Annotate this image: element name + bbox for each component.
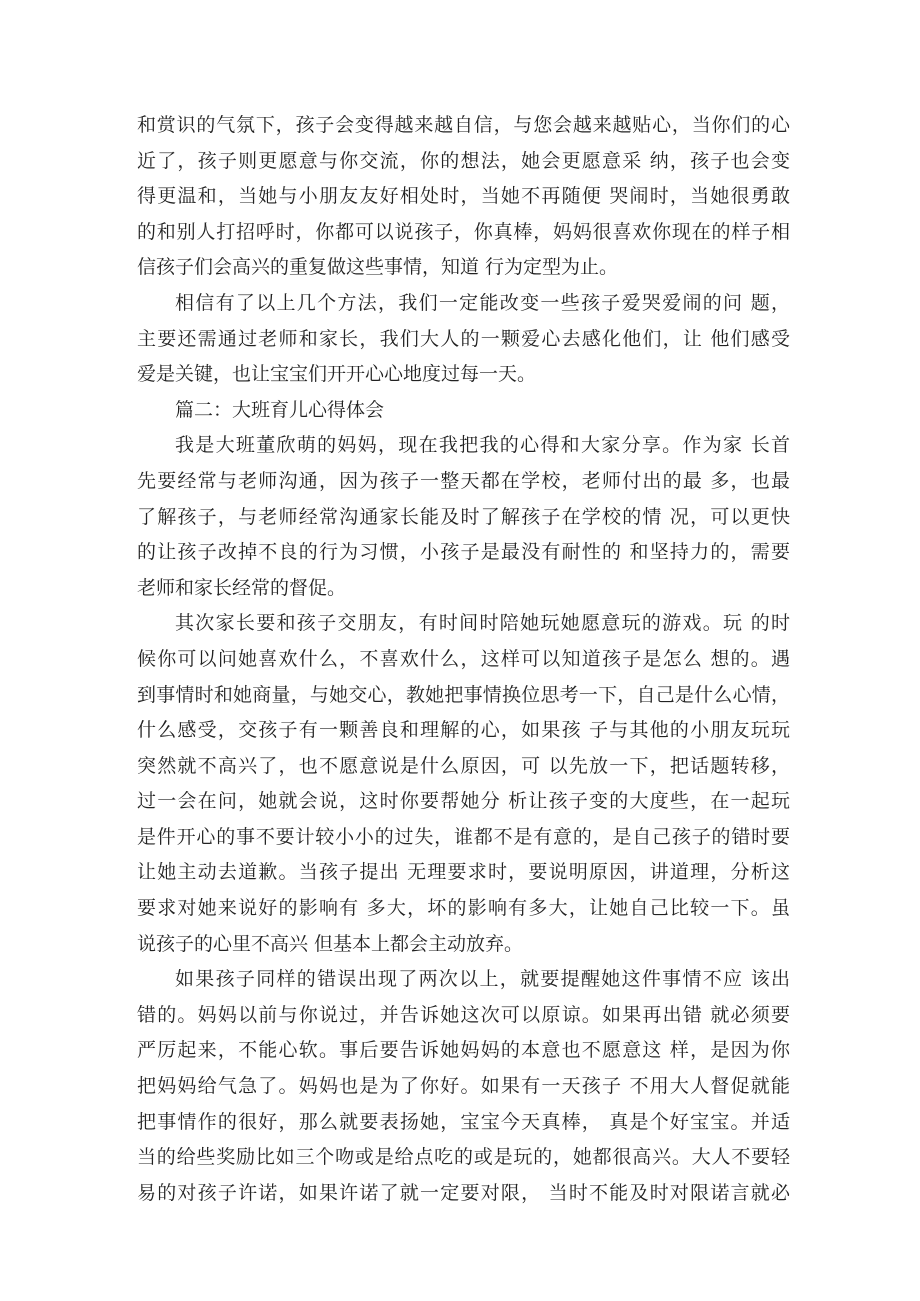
- text-line: 什么感受，交孩子有一颗善良和理解的心，如果孩 子与其他的小朋友玩玩: [137, 719, 790, 742]
- text-line: 让她主动去道歉。当孩子提出 无理要求时，要说明原因，讲道理，分析这: [137, 861, 790, 884]
- text-line: 到事情时和她商量，与她交心，教她把事情换位思考一下，自己是什么心情，: [137, 683, 790, 706]
- text-line: 突然就不高兴了，也不愿意说是什么原因，可 以先放一下，把话题转移，: [137, 754, 790, 777]
- body-text: [137, 108, 790, 1211]
- text-line: 错的。妈妈以前与你说过，并告诉她这次可以原谅。如果再出错 就必须要: [137, 1003, 790, 1026]
- text-line: 了解孩子，与老师经常沟通家长能及时了解孩子在学校的情 况，可以更快: [137, 505, 790, 528]
- text-line: 过一会在问，她就会说，这时你要帮她分 析让孩子变的大度些，在一起玩: [137, 790, 790, 813]
- text-line: 篇二：大班育儿心得体会: [175, 398, 385, 421]
- text-line: 相信有了以上几个方法，我们一定能改变一些孩子爱哭爱闹的问 题，: [175, 291, 790, 314]
- text-line: 说孩子的心里不高兴 但基本上都会主动放弃。: [137, 932, 524, 955]
- text-line: 当的给些奖励比如三个吻或是给点吃的或是玩的，她都很高兴。大人不要轻: [137, 1146, 790, 1169]
- text-line: 易的对孩子许诺，如果许诺了就一定要对限， 当时不能及时对限诺言就必: [137, 1181, 790, 1204]
- text-line: 得更温和，当她与小朋友友好相处时，当她不再随便 哭闹时，当她很勇敢: [137, 185, 790, 208]
- text-line: 我是大班董欣萌的妈妈，现在我把我的心得和大家分享。作为家 长首: [175, 434, 790, 457]
- text-line: 要求对她来说好的影响有 多大，坏的影响有多大，让她自己比较一下。虽: [137, 897, 790, 920]
- text-line: 近了，孩子则更愿意与你交流，你的想法，她会更愿意采 纳，孩子也会变: [137, 149, 790, 172]
- text-line: 把事情作的很好，那么就要表扬她，宝宝今天真棒， 真是个好宝宝。并适: [137, 1110, 790, 1133]
- text-line: 严厉起来，不能心软。事后要告诉她妈妈的本意也不愿意这 样，是因为你: [137, 1039, 790, 1062]
- text-line: 先要经常与老师沟通，因为孩子一整天都在学校，老师付出的最 多，也最: [137, 469, 790, 492]
- text-line: 其次家长要和孩子交朋友，有时间时陪她玩她愿意玩的游戏。玩 的时: [175, 612, 790, 635]
- text-line: 信孩子们会高兴的重复做这些事情，知道 行为定型为止。: [137, 256, 619, 279]
- text-line: 候你可以问她喜欢什么，不喜欢什么，这样可以知道孩子是怎么 想的。遇: [137, 647, 790, 670]
- text-line: 和赏识的气氛下，孩子会变得越来越自信，与您会越来越贴心，当你们的心: [137, 114, 790, 136]
- text-line: 主要还需通过老师和家长，我们大人的一颗爱心去感化他们，让 他们感受: [137, 327, 790, 350]
- text-line: 的让孩子改掉不良的行为习惯，小孩子是最没有耐性的 和坚持力的，需要: [137, 541, 790, 564]
- text-line: 把妈妈给气急了。妈妈也是为了你好。如果有一天孩子 不用大人督促就能: [137, 1075, 790, 1098]
- text-line: 如果孩子同样的错误出现了两次以上，就要提醒她这件事情不应 该出: [175, 968, 790, 991]
- text-line: 爱是关键，也让宝宝们开开心心地度过每一天。: [137, 363, 537, 386]
- text-line: 老师和家长经常的督促。: [137, 576, 347, 599]
- text-line: 是件开心的事不要计较小小的过失，谁都不是有意的，是自己孩子的错时要: [137, 825, 790, 848]
- text-line: 的和别人打招呼时，你都可以说孩子，你真棒，妈妈很喜欢你现在的样子相: [137, 220, 790, 243]
